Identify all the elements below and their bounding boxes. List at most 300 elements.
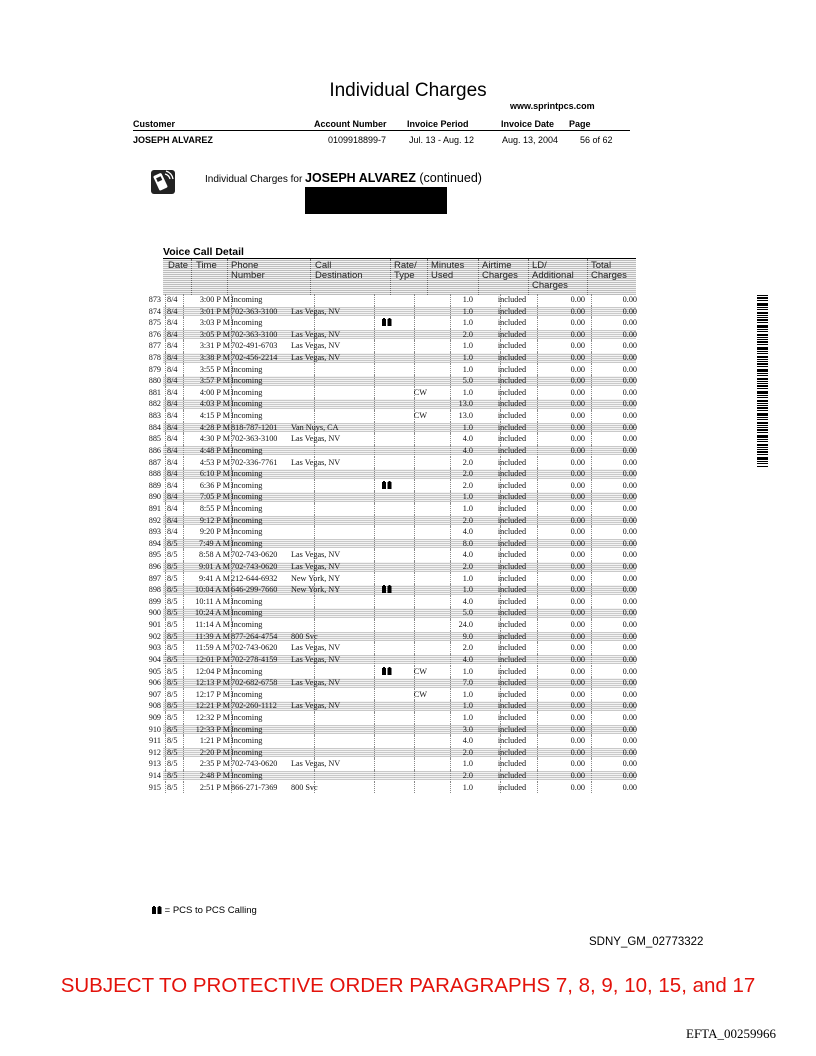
column-divider xyxy=(165,700,166,712)
column-divider xyxy=(165,317,166,329)
call-time: 2:51 P M xyxy=(199,782,230,792)
airtime-charges: included xyxy=(497,353,527,363)
airtime-charges: included xyxy=(497,411,527,421)
column-divider xyxy=(165,747,166,759)
airtime-charges: included xyxy=(497,295,527,304)
minutes-used: 2.0 xyxy=(462,562,473,572)
airtime-charges: included xyxy=(497,678,527,688)
column-divider xyxy=(414,782,415,794)
column-divider xyxy=(374,700,375,712)
call-destination: Las Vegas, NV xyxy=(291,353,341,363)
airtime-charges: included xyxy=(497,782,527,792)
phone-number: 702-363-3100 xyxy=(231,329,278,339)
call-time: 4:48 P M xyxy=(199,445,230,455)
pcs-to-pcs-icon xyxy=(382,585,392,593)
row-number: 899 xyxy=(148,596,161,606)
minutes-used: 3.0 xyxy=(462,724,473,734)
column-divider xyxy=(314,770,315,782)
call-date: 8/4 xyxy=(167,445,178,455)
ld-additional-charges: 0.00 xyxy=(570,329,585,339)
row-number: 906 xyxy=(148,678,161,688)
column-divider xyxy=(374,410,375,422)
call-date: 8/5 xyxy=(167,608,178,618)
phone-number: Incoming xyxy=(231,515,263,525)
phone-number: Incoming xyxy=(231,376,263,386)
call-date: 8/4 xyxy=(167,434,178,444)
call-date: 8/4 xyxy=(167,469,178,479)
call-time: 12:01 P M xyxy=(195,654,230,664)
column-divider xyxy=(165,584,166,596)
column-divider xyxy=(374,642,375,654)
column-divider xyxy=(165,596,166,608)
call-date: 8/4 xyxy=(167,387,178,397)
table-row xyxy=(143,735,643,747)
column-divider xyxy=(591,445,592,457)
table-row xyxy=(143,294,643,306)
column-divider xyxy=(314,689,315,701)
phone-number: Incoming xyxy=(231,318,263,328)
airtime-charges: included xyxy=(497,770,527,780)
table-row xyxy=(143,677,643,689)
ld-additional-charges: 0.00 xyxy=(570,527,585,537)
header-rule xyxy=(133,130,630,131)
table-row xyxy=(143,758,643,770)
call-time: 10:11 A M xyxy=(195,596,230,606)
airtime-charges: included xyxy=(497,712,527,722)
row-number: 886 xyxy=(148,445,161,455)
table-row xyxy=(143,526,643,538)
column-divider xyxy=(591,561,592,573)
airtime-charges: included xyxy=(497,701,527,711)
column-divider xyxy=(374,561,375,573)
phone-number: 702-456-2214 xyxy=(231,353,278,363)
row-number: 905 xyxy=(148,666,161,676)
ld-additional-charges: 0.00 xyxy=(570,631,585,641)
airtime-charges: included xyxy=(497,341,527,351)
column-divider xyxy=(165,666,166,678)
column-divider xyxy=(414,422,415,434)
column-divider xyxy=(374,735,375,747)
column-divider xyxy=(165,387,166,399)
column-divider xyxy=(165,631,166,643)
total-charges: 0.00 xyxy=(622,376,637,386)
phone-number: Incoming xyxy=(231,527,263,537)
phone-number: Incoming xyxy=(231,480,263,490)
column-divider xyxy=(591,758,592,770)
column-divider xyxy=(165,306,166,318)
column-divider xyxy=(314,747,315,759)
call-date: 8/4 xyxy=(167,306,178,316)
call-time: 6:36 P M xyxy=(199,480,230,490)
header-divider xyxy=(227,259,228,295)
phone-number: 866-271-7369 xyxy=(231,782,278,792)
column-divider xyxy=(165,561,166,573)
column-divider xyxy=(314,607,315,619)
column-divider xyxy=(374,747,375,759)
column-divider xyxy=(165,526,166,538)
airtime-charges: included xyxy=(497,387,527,397)
call-destination: Las Vegas, NV xyxy=(291,306,341,316)
call-time: 2:48 P M xyxy=(199,770,230,780)
column-divider xyxy=(165,642,166,654)
call-date: 8/5 xyxy=(167,631,178,641)
table-row xyxy=(143,549,643,561)
phone-number: 702-336-7761 xyxy=(231,457,278,467)
column-divider xyxy=(314,515,315,527)
minutes-used: 1.0 xyxy=(462,318,473,328)
pcs-to-pcs-icon xyxy=(152,906,162,914)
minutes-used: 4.0 xyxy=(462,596,473,606)
call-date: 8/5 xyxy=(167,550,178,560)
call-time: 12:04 P M xyxy=(195,666,230,676)
call-date: 8/4 xyxy=(167,295,178,304)
column-divider xyxy=(591,329,592,341)
column-divider xyxy=(591,770,592,782)
phone-number: 702-278-4159 xyxy=(231,654,278,664)
ld-additional-charges: 0.00 xyxy=(570,306,585,316)
table-row xyxy=(143,619,643,631)
individual-charges-name xyxy=(305,171,482,185)
column-divider xyxy=(591,619,592,631)
total-charges: 0.00 xyxy=(622,353,637,363)
ld-additional-charges: 0.00 xyxy=(570,736,585,746)
column-divider xyxy=(591,375,592,387)
table-row xyxy=(143,352,643,364)
phone-number: 702-743-0620 xyxy=(231,759,278,769)
minutes-used: 13.0 xyxy=(458,399,473,409)
airtime-charges: included xyxy=(497,643,527,653)
legend-text: = PCS to PCS Calling xyxy=(164,905,257,916)
call-time: 3:00 P M xyxy=(199,295,230,304)
redaction-box xyxy=(305,187,447,214)
minutes-used: 1.0 xyxy=(462,295,473,304)
phone-number: 702-743-0620 xyxy=(231,643,278,653)
ld-additional-charges: 0.00 xyxy=(570,503,585,513)
row-number: 896 xyxy=(148,562,161,572)
column-divider xyxy=(165,607,166,619)
column-divider xyxy=(414,758,415,770)
column-divider xyxy=(374,422,375,434)
column-divider xyxy=(414,364,415,376)
column-divider xyxy=(314,364,315,376)
table-row xyxy=(143,491,643,503)
total-charges: 0.00 xyxy=(622,399,637,409)
table-header xyxy=(163,258,636,295)
ld-additional-charges: 0.00 xyxy=(570,620,585,630)
column-divider xyxy=(314,317,315,329)
column-divider xyxy=(165,491,166,503)
ld-additional-charges: 0.00 xyxy=(570,422,585,432)
header-divider xyxy=(390,259,391,295)
call-time: 4:30 P M xyxy=(199,434,230,444)
column-divider xyxy=(374,317,375,329)
ld-additional-charges: 0.00 xyxy=(570,434,585,444)
column-divider xyxy=(374,526,375,538)
invoice-period-value: Jul. 13 - Aug. 12 xyxy=(409,135,475,145)
total-charges: 0.00 xyxy=(622,585,637,595)
call-destination: Las Vegas, NV xyxy=(291,457,341,467)
total-charges: 0.00 xyxy=(622,492,637,502)
phone-number: Incoming xyxy=(231,411,263,421)
total-charges: 0.00 xyxy=(622,562,637,572)
ld-additional-charges: 0.00 xyxy=(570,562,585,572)
table-row xyxy=(143,770,643,782)
column-divider xyxy=(165,712,166,724)
call-date: 8/5 xyxy=(167,770,178,780)
row-number: 877 xyxy=(148,341,161,351)
minutes-used: 4.0 xyxy=(462,550,473,560)
airtime-charges: included xyxy=(497,503,527,513)
column-divider xyxy=(414,340,415,352)
ld-additional-charges: 0.00 xyxy=(570,585,585,595)
minutes-used: 4.0 xyxy=(462,654,473,664)
column-divider xyxy=(374,515,375,527)
minutes-used: 1.0 xyxy=(462,353,473,363)
column-divider xyxy=(374,398,375,410)
call-date: 8/5 xyxy=(167,678,178,688)
airtime-charges: included xyxy=(497,666,527,676)
column-divider xyxy=(374,387,375,399)
section-title: Voice Call Detail xyxy=(163,246,244,258)
row-number: 913 xyxy=(148,759,161,769)
table-row xyxy=(143,410,643,422)
table-row xyxy=(143,329,643,341)
column-divider xyxy=(414,654,415,666)
row-number: 885 xyxy=(148,434,161,444)
total-charges: 0.00 xyxy=(622,295,637,304)
total-charges: 0.00 xyxy=(622,527,637,537)
call-date: 8/4 xyxy=(167,422,178,432)
row-number: 904 xyxy=(148,654,161,664)
column-divider xyxy=(314,735,315,747)
call-time: 9:41 A M xyxy=(199,573,230,583)
column-divider xyxy=(414,724,415,736)
row-number: 882 xyxy=(148,399,161,409)
table-row xyxy=(143,480,643,492)
minutes-used: 4.0 xyxy=(462,736,473,746)
call-date: 8/4 xyxy=(167,341,178,351)
minutes-used: 8.0 xyxy=(462,538,473,548)
call-time: 3:05 P M xyxy=(199,329,230,339)
col-ld-additional: LD/ Additional Charges xyxy=(532,260,574,291)
table-row xyxy=(143,364,643,376)
column-divider xyxy=(165,689,166,701)
airtime-charges: included xyxy=(497,306,527,316)
table-row xyxy=(143,654,643,666)
column-divider xyxy=(591,422,592,434)
table-row xyxy=(143,340,643,352)
row-number: 880 xyxy=(148,376,161,386)
col-phone: Phone Number xyxy=(231,260,265,281)
column-divider xyxy=(374,584,375,596)
column-divider xyxy=(165,410,166,422)
minutes-used: 9.0 xyxy=(462,631,473,641)
call-destination: Las Vegas, NV xyxy=(291,654,341,664)
airtime-charges: included xyxy=(497,654,527,664)
row-number: 890 xyxy=(148,492,161,502)
column-divider xyxy=(591,724,592,736)
airtime-charges: included xyxy=(497,515,527,525)
column-divider xyxy=(374,677,375,689)
total-charges: 0.00 xyxy=(622,596,637,606)
call-time: 9:20 P M xyxy=(199,527,230,537)
minutes-used: 1.0 xyxy=(462,573,473,583)
minutes-used: 2.0 xyxy=(462,747,473,757)
ld-additional-charges: 0.00 xyxy=(570,376,585,386)
column-divider xyxy=(314,375,315,387)
call-date: 8/5 xyxy=(167,724,178,734)
column-divider xyxy=(414,352,415,364)
call-destination: New York, NY xyxy=(291,585,341,595)
column-divider xyxy=(591,526,592,538)
total-charges: 0.00 xyxy=(622,469,637,479)
call-time: 3:03 P M xyxy=(199,318,230,328)
protective-order-notice: SUBJECT TO PROTECTIVE ORDER PARAGRAPHS 7, 8, 9, 10, 15, and 17 xyxy=(60,974,756,997)
call-date: 8/4 xyxy=(167,457,178,467)
total-charges: 0.00 xyxy=(622,747,637,757)
airtime-charges: included xyxy=(497,538,527,548)
column-divider xyxy=(591,515,592,527)
phone-number: 702-682-6758 xyxy=(231,678,278,688)
minutes-used: 1.0 xyxy=(462,387,473,397)
ld-additional-charges: 0.00 xyxy=(570,782,585,792)
column-divider xyxy=(374,329,375,341)
column-divider xyxy=(414,468,415,480)
minutes-used: 24.0 xyxy=(458,620,473,630)
call-date: 8/4 xyxy=(167,411,178,421)
minutes-used: 2.0 xyxy=(462,329,473,339)
call-time: 3:57 P M xyxy=(199,376,230,386)
column-divider xyxy=(374,654,375,666)
call-destination: Las Vegas, NV xyxy=(291,643,341,653)
column-divider xyxy=(374,538,375,550)
airtime-charges: included xyxy=(497,573,527,583)
column-divider xyxy=(591,747,592,759)
call-date: 8/5 xyxy=(167,538,178,548)
column-divider xyxy=(591,677,592,689)
ld-additional-charges: 0.00 xyxy=(570,445,585,455)
column-divider xyxy=(374,340,375,352)
total-charges: 0.00 xyxy=(622,503,637,513)
phone-number: Incoming xyxy=(231,712,263,722)
total-charges: 0.00 xyxy=(622,411,637,421)
column-divider xyxy=(374,758,375,770)
row-number: 900 xyxy=(148,608,161,618)
column-divider xyxy=(374,294,375,306)
column-divider xyxy=(414,526,415,538)
ld-additional-charges: 0.00 xyxy=(570,538,585,548)
call-date: 8/5 xyxy=(167,759,178,769)
minutes-used: 1.0 xyxy=(462,712,473,722)
header-divider xyxy=(528,259,529,295)
column-divider xyxy=(414,631,415,643)
call-time: 1:21 P M xyxy=(199,736,230,746)
minutes-used: 1.0 xyxy=(462,666,473,676)
column-divider xyxy=(374,631,375,643)
table-row xyxy=(143,538,643,550)
column-divider xyxy=(165,503,166,515)
bates-number: SDNY_GM_02773322 xyxy=(589,936,704,948)
column-divider xyxy=(414,607,415,619)
column-divider xyxy=(314,538,315,550)
column-divider xyxy=(374,607,375,619)
row-number: 881 xyxy=(148,387,161,397)
phone-number: Incoming xyxy=(231,666,263,676)
airtime-charges: included xyxy=(497,689,527,699)
column-divider xyxy=(165,364,166,376)
call-date: 8/4 xyxy=(167,364,178,374)
total-charges: 0.00 xyxy=(622,445,637,455)
column-divider xyxy=(591,410,592,422)
column-divider xyxy=(314,724,315,736)
total-charges: 0.00 xyxy=(622,608,637,618)
minutes-used: 2.0 xyxy=(462,770,473,780)
call-time: 10:04 A M xyxy=(194,585,230,595)
ld-additional-charges: 0.00 xyxy=(570,666,585,676)
call-destination: Las Vegas, NV xyxy=(291,701,341,711)
airtime-charges: included xyxy=(497,434,527,444)
total-charges: 0.00 xyxy=(622,457,637,467)
call-time: 4:00 P M xyxy=(199,387,230,397)
column-divider xyxy=(414,329,415,341)
airtime-charges: included xyxy=(497,445,527,455)
total-charges: 0.00 xyxy=(622,654,637,664)
airtime-charges: included xyxy=(497,596,527,606)
column-divider xyxy=(165,654,166,666)
total-charges: 0.00 xyxy=(622,666,637,676)
column-divider xyxy=(591,398,592,410)
airtime-charges: included xyxy=(497,469,527,479)
phone-number: Incoming xyxy=(231,492,263,502)
minutes-used: 1.0 xyxy=(462,701,473,711)
table-row xyxy=(143,712,643,724)
phone-number: Incoming xyxy=(231,469,263,479)
total-charges: 0.00 xyxy=(622,538,637,548)
call-time: 10:24 A M xyxy=(194,608,230,618)
column-divider xyxy=(165,758,166,770)
call-date: 8/5 xyxy=(167,666,178,676)
column-divider xyxy=(591,596,592,608)
table-row xyxy=(143,468,643,480)
table-row xyxy=(143,607,643,619)
header-divider xyxy=(191,259,192,295)
airtime-charges: included xyxy=(497,550,527,560)
column-divider xyxy=(414,294,415,306)
call-date: 8/5 xyxy=(167,596,178,606)
call-date: 8/4 xyxy=(167,318,178,328)
ld-additional-charges: 0.00 xyxy=(570,596,585,606)
call-date: 8/5 xyxy=(167,620,178,630)
airtime-charges: included xyxy=(497,457,527,467)
row-number: 888 xyxy=(148,469,161,479)
ld-additional-charges: 0.00 xyxy=(570,515,585,525)
column-divider xyxy=(591,306,592,318)
row-number: 873 xyxy=(148,295,161,304)
column-divider xyxy=(374,619,375,631)
phone-number: Incoming xyxy=(231,399,263,409)
column-divider xyxy=(591,607,592,619)
call-date: 8/5 xyxy=(167,782,178,792)
airtime-charges: included xyxy=(497,585,527,595)
minutes-used: 2.0 xyxy=(462,457,473,467)
column-divider xyxy=(414,677,415,689)
row-number: 915 xyxy=(148,782,161,792)
legend xyxy=(152,905,257,916)
column-divider xyxy=(414,375,415,387)
column-divider xyxy=(591,491,592,503)
column-divider xyxy=(414,700,415,712)
ld-additional-charges: 0.00 xyxy=(570,689,585,699)
